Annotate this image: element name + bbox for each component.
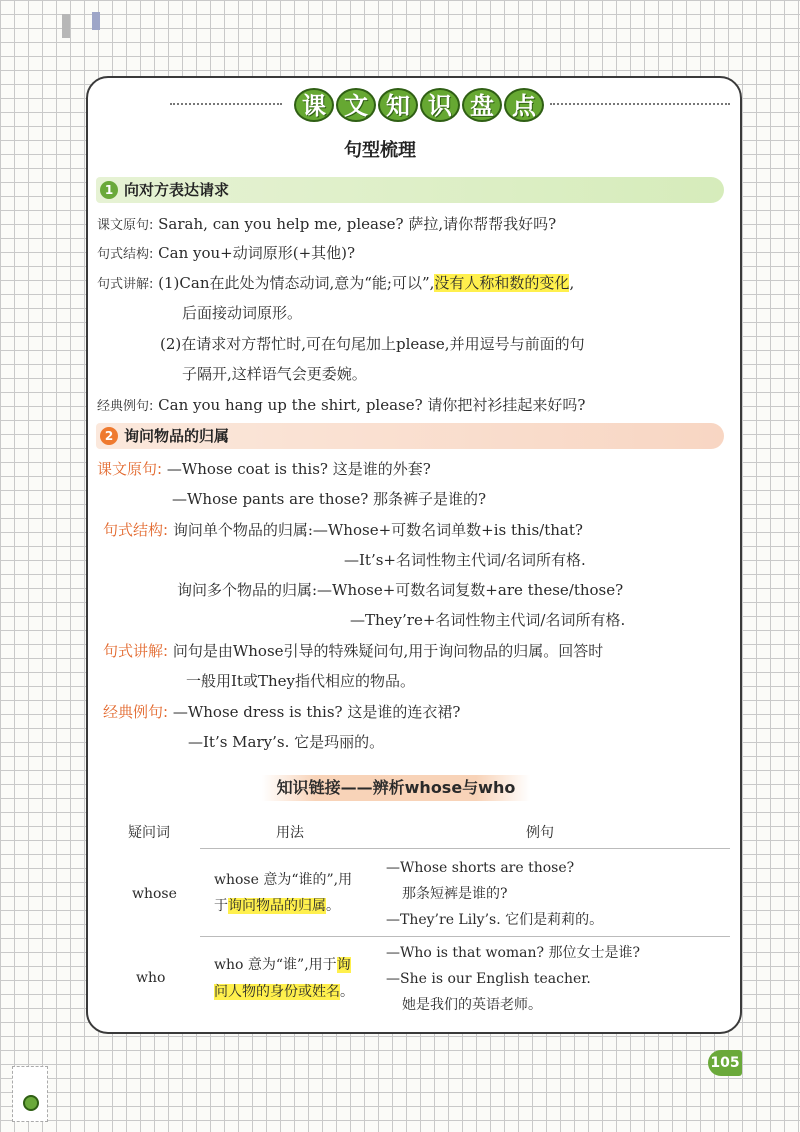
s1-explain-label: 句式讲解: (97, 277, 154, 292)
qr-code-sticker (12, 1066, 48, 1122)
table-divider (200, 848, 730, 849)
s2-explain-cont: 一般用It或They指代相应的物品。 (186, 672, 415, 690)
s2-original-2: —Whose pants are those? 那条裤子是谁的? (172, 490, 487, 508)
row-whose-usage-pre: 于 (214, 898, 228, 914)
s1-structure-line (97, 242, 355, 266)
row-whose-usage-a: whose 意为“谁的”,用 (214, 872, 353, 888)
section-subheading: 句型梳理 (300, 136, 460, 162)
s2-example-line (103, 701, 460, 723)
s1-example-line (97, 394, 585, 418)
s2-original-label: 课文原句: (97, 460, 163, 478)
row-who-usage-a (214, 953, 351, 977)
s1-explain-line (97, 272, 574, 296)
title-char: 文 (336, 88, 376, 122)
row-whose-ex3: —They’re Lily’s. 它们是莉莉的。 (386, 912, 604, 928)
row-who-ex3: 她是我们的英语老师。 (402, 997, 542, 1013)
s2-structure-line (103, 519, 583, 541)
s1-original-label: 课文原句: (97, 218, 154, 233)
row-who-usage-post: 。 (340, 984, 354, 1000)
title-badges (294, 88, 544, 122)
row-who-usage-highlight-a: 询 (336, 957, 351, 973)
binding-tab-left (62, 14, 70, 38)
title-char: 点 (504, 88, 544, 122)
section-2-title: 询问物品的归属 (124, 427, 230, 445)
frog-mascot-icon (23, 1095, 39, 1111)
row-who-usage-pre: who 意为“谁”,用于 (214, 957, 337, 973)
s1-example-text: Can you hang up the shirt, please? 请你把衬衫挂起来好吗? (153, 396, 586, 414)
s2-structure-1b: —It’s+名词性物主代词/名词所有格. (344, 551, 586, 569)
row-whose-ex2: 那条短裤是谁的? (402, 886, 508, 902)
title-char: 知 (378, 88, 418, 122)
s1-original-text: Sarah, can you help me, please? 萨拉,请你帮帮我好吗? (153, 215, 557, 233)
s2-structure-label: 句式结构: (103, 521, 169, 539)
s2-example-2: —It’s Mary’s. 它是玛丽的。 (188, 733, 385, 751)
page-number: 105 (708, 1050, 742, 1076)
s2-structure-2: 询问多个物品的归属:—Whose+可数名词复数+are these/those? (177, 581, 624, 599)
s1-example-label: 经典例句: (97, 399, 154, 414)
section-1-number: 1 (100, 181, 118, 199)
row-whose-word: whose (132, 886, 177, 902)
row-who-usage-highlight-b: 问人物的身份或姓名 (214, 984, 340, 1000)
row-who-ex1: —Who is that woman? 那位女士是谁? (386, 945, 640, 961)
s1-explain-2-cont: 子隔开,这样语气会更委婉。 (182, 365, 367, 383)
title-dotted-line-right (550, 103, 730, 105)
row-who-ex2: —She is our English teacher. (386, 971, 591, 987)
knowledge-link-heading: 知识链接——辨析whose与who (262, 775, 530, 801)
s1-explain-2: (2)在请求对方帮忙时,可在句尾加上please,并用逗号与前面的句 (160, 335, 585, 353)
s1-structure-text: Can you+动词原形(+其他)? (153, 244, 356, 262)
s2-explain-text: 问句是由Whose引导的特殊疑问句,用于询问物品的归属。回答时 (168, 642, 604, 660)
s2-explain-label: 句式讲解: (103, 642, 169, 660)
s1-structure-label: 句式结构: (97, 247, 154, 262)
s2-original-line (97, 458, 431, 480)
s2-original-1: —Whose coat is this? 这是谁的外套? (162, 460, 431, 478)
row-whose-usage-highlight: 询问物品的归属 (228, 898, 326, 914)
col-header-usage: 用法 (276, 825, 304, 841)
section-2-number: 2 (100, 427, 118, 445)
row-who-usage-b (214, 980, 354, 1004)
row-whose-usage-b (214, 894, 340, 918)
s2-example-1: —Whose dress is this? 这是谁的连衣裙? (168, 703, 461, 721)
title-dotted-line-left (170, 103, 282, 105)
s1-explain-highlight: 没有人称和数的变化 (434, 274, 570, 292)
row-whose-usage-post: 。 (326, 898, 340, 914)
title-char: 识 (420, 88, 460, 122)
s1-original-line (97, 213, 556, 237)
binding-tab-right (92, 12, 100, 30)
col-header-word: 疑问词 (128, 825, 170, 841)
title-char: 课 (294, 88, 334, 122)
row-who-word: who (136, 970, 166, 986)
table-row-divider (200, 936, 730, 937)
s2-structure-2b: —They’re+名词性物主代词/名词所有格. (350, 611, 626, 629)
s2-structure-1: 询问单个物品的归属:—Whose+可数名词单数+is this/that? (168, 521, 583, 539)
s2-example-label: 经典例句: (103, 703, 169, 721)
section-1-header (96, 177, 724, 203)
s1-explain-cont: 后面接动词原形。 (182, 304, 303, 322)
title-char: 盘 (462, 88, 502, 122)
section-1-title: 向对方表达请求 (124, 181, 230, 199)
row-whose-ex1: —Whose shorts are those? (386, 860, 575, 876)
s2-explain-line (103, 640, 603, 662)
s1-explain-1a: (1)Can在此处为情态动词,意为“能;可以”, (153, 274, 435, 292)
col-header-example: 例句 (526, 825, 554, 841)
s1-explain-1b: , (569, 274, 575, 292)
section-2-header (96, 423, 724, 449)
page-title (170, 88, 730, 132)
